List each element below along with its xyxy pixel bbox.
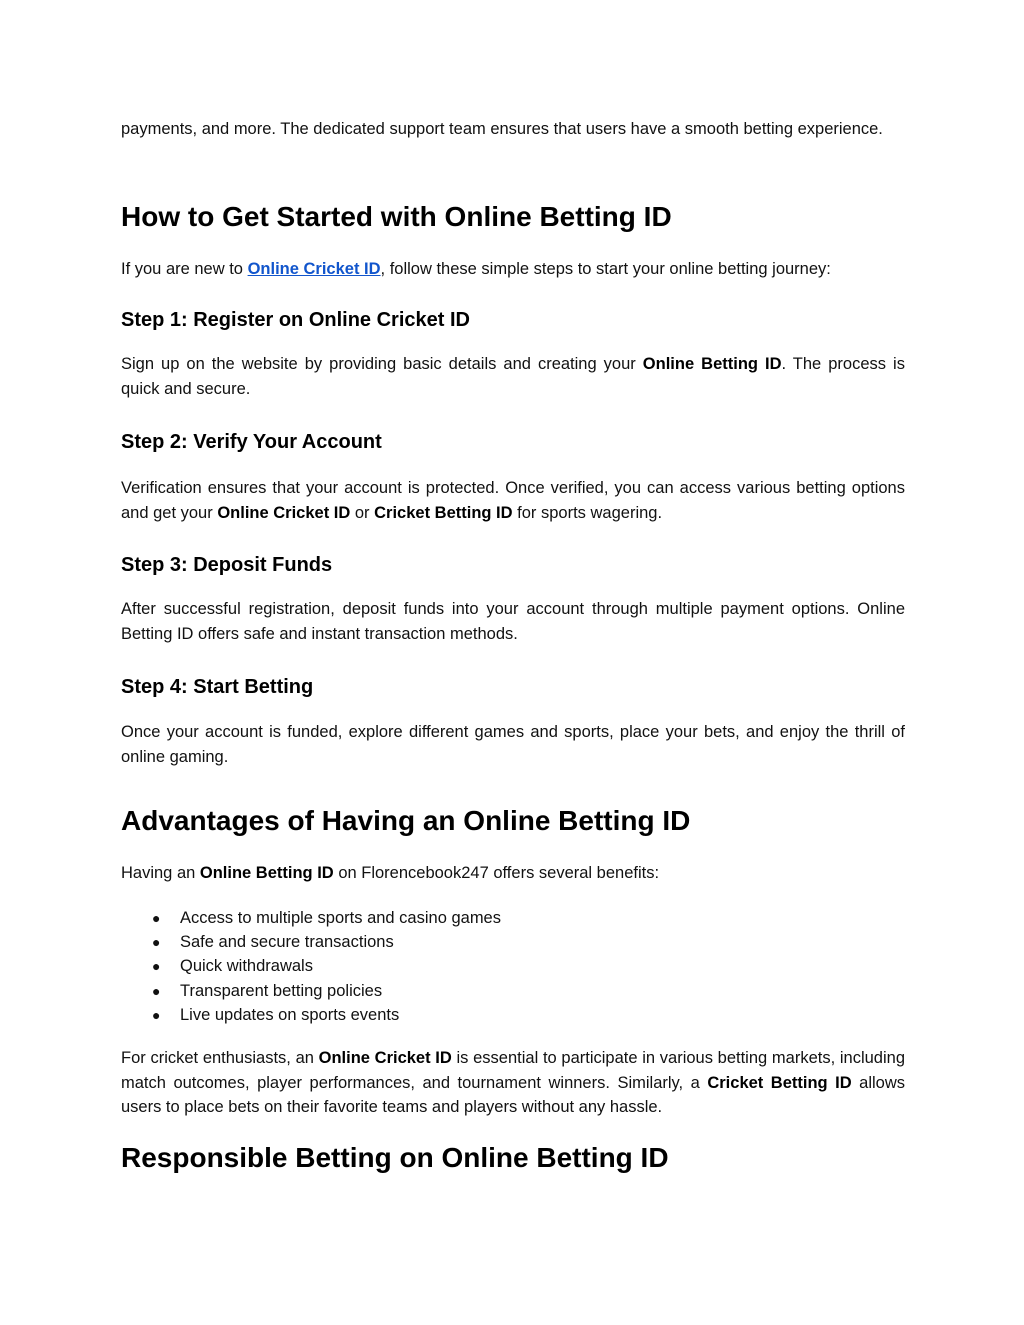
bullet-icon: ● — [152, 934, 161, 951]
section-heading-advantages: Advantages of Having an Online Betting ID — [121, 805, 691, 836]
closing-text-middle: is essential to participate in various betting markets, including match outcomes, player performances, and tournament winners. Similarly, a — [121, 1049, 905, 1092]
bullet-icon: ● — [152, 1006, 161, 1023]
advantages-intro-bold-term: Online Betting ID — [199, 864, 334, 882]
step-2-text-before: Verification ensures that your account is protected. Once verified, you can access various betting options and get your — [121, 479, 905, 522]
section-heading-getting-started: How to Get Started with Online Betting ID — [121, 201, 672, 232]
bullet-icon: ● — [152, 982, 161, 999]
getting-started-intro — [121, 257, 905, 282]
intro-continued-paragraph: payments, and more. The dedicated support team ensures that users have a smooth betting experience. — [121, 120, 883, 138]
list-item — [121, 906, 905, 930]
advantages-intro-before: Having an — [121, 864, 200, 882]
step-2-bold-term-2: Cricket Betting ID — [374, 503, 513, 522]
closing-bold-term-2: Cricket Betting ID — [707, 1073, 852, 1092]
step-4-title: Step 4: Start Betting — [121, 676, 314, 698]
step-3-title: Step 3: Deposit Funds — [121, 554, 333, 576]
online-cricket-id-link[interactable]: Online Cricket ID — [247, 260, 381, 278]
step-3-text: After successful registration, deposit funds into your account through multiple payment options. Online Betting ID offers safe and instant transaction methods. — [121, 600, 905, 643]
step-1-text-after: . The process is quick and secure. — [121, 355, 905, 398]
closing-text-before: For cricket enthusiasts, an — [121, 1049, 319, 1067]
benefits-list — [121, 906, 905, 1027]
benefit-text: Access to multiple sports and casino games — [180, 909, 501, 927]
advantages-closing-paragraph — [121, 1046, 905, 1120]
closing-bold-term-1: Online Cricket ID — [318, 1049, 452, 1067]
section-heading-responsible-betting: Responsible Betting on Online Betting ID — [121, 1142, 669, 1173]
benefit-text: Live updates on sports events — [180, 1005, 400, 1024]
step-2-bold-term-1: Online Cricket ID — [217, 503, 351, 522]
benefit-text: Transparent betting policies — [180, 981, 383, 1000]
list-item — [121, 954, 905, 978]
list-item — [121, 1003, 905, 1027]
intro-text-before-link: If you are new to — [121, 260, 248, 278]
step-1-text-before: Sign up on the website by providing basic details and creating your — [121, 355, 643, 373]
benefit-text: Safe and secure transactions — [180, 933, 394, 952]
benefit-text: Quick withdrawals — [180, 957, 313, 976]
step-1-title: Step 1: Register on Online Cricket ID — [121, 309, 470, 331]
bullet-icon: ● — [152, 910, 161, 926]
list-item — [121, 930, 905, 954]
step-2-title: Step 2: Verify Your Account — [121, 431, 382, 453]
bullet-icon: ● — [152, 958, 161, 975]
list-item — [121, 979, 905, 1003]
step-1-bold-term: Online Betting ID — [642, 355, 782, 373]
step-2-text-after: for sports wagering. — [512, 503, 663, 522]
step-2-text — [121, 476, 905, 525]
advantages-intro — [121, 861, 905, 886]
step-4-text: Once your account is funded, explore different games and sports, place your bets, and enjoy the thrill of online gaming. — [121, 723, 905, 766]
advantages-intro-after: on Florencebook247 offers several benefits: — [333, 864, 660, 882]
step-2-text-middle: or — [350, 503, 375, 522]
intro-text-after-link: , follow these simple steps to start your online betting journey: — [380, 260, 831, 278]
step-1-text — [121, 352, 905, 401]
closing-text-after: allows users to place bets on their favorite teams and players without any hassle. — [121, 1073, 905, 1116]
